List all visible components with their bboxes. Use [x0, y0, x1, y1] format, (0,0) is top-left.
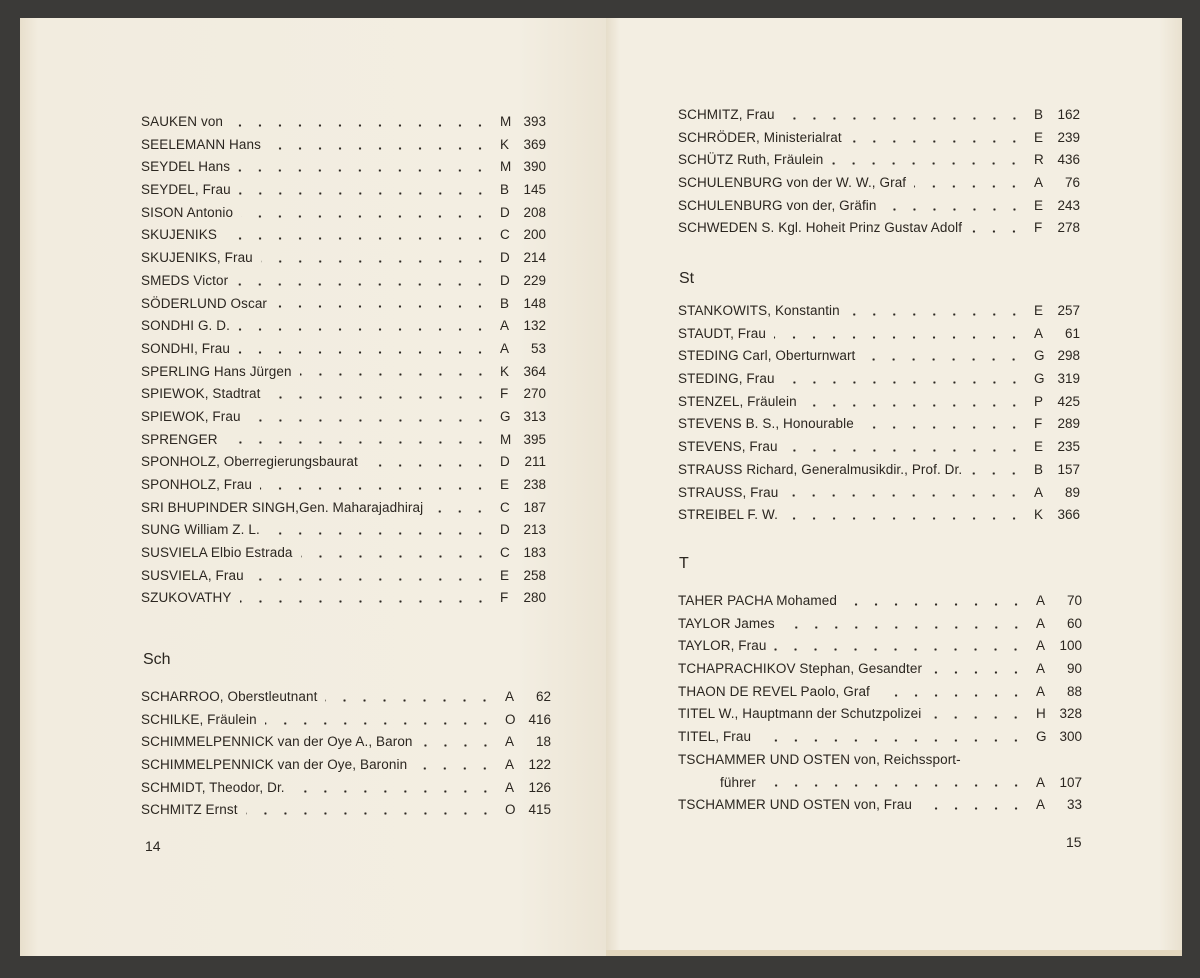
- leader-dots: [269, 396, 491, 399]
- entry-row: [141, 587, 546, 610]
- entry-name: SAUKEN von: [141, 114, 224, 129]
- entry-page: 76: [1064, 175, 1080, 191]
- entry-page: 298: [1057, 348, 1080, 364]
- entry-letter: O: [505, 711, 516, 727]
- entry-name: SCHIMMELPENNICK van der Oye, Baronin: [141, 757, 408, 773]
- entry-page: 145: [523, 182, 546, 198]
- entry-name: SCHMITZ Ernst: [141, 802, 238, 818]
- entry-name: SONDHI, Frau: [141, 340, 230, 356]
- entry-name: SPONHOLZ, Frau: [141, 477, 252, 492]
- entry-page: 243: [1057, 197, 1080, 213]
- entry-name: SEYDEL, Frau: [141, 182, 231, 198]
- entry-name: TCHAPRACHIKOV Stephan, Gesandter: [678, 661, 923, 677]
- leader-dots: [920, 807, 1026, 810]
- entry-letter: A: [505, 779, 515, 795]
- entry-letter: A: [1034, 325, 1044, 341]
- leader-dots: [225, 237, 490, 240]
- leader-dots: [786, 494, 1024, 497]
- entry-letter: G: [1036, 729, 1047, 745]
- entry-name: SCHRÖDER, Ministerialrat: [678, 129, 842, 145]
- entry-page: 300: [1059, 729, 1082, 745]
- entry-letter: A: [1034, 484, 1044, 500]
- entry-row: [678, 323, 1080, 346]
- entry-row: [678, 681, 1082, 704]
- entry-page: 280: [523, 590, 546, 606]
- entry-row: [141, 315, 546, 338]
- leader-dots: [301, 555, 490, 558]
- entry-name: STEDING, Frau: [678, 371, 775, 387]
- entry-page: 18: [535, 734, 551, 750]
- entry-page: 257: [1057, 303, 1080, 318]
- entry-letter: K: [500, 363, 510, 379]
- entry-page: 328: [1059, 706, 1082, 722]
- entry-row: [141, 497, 546, 520]
- entry-row: [678, 368, 1080, 391]
- entry-row: [141, 134, 546, 157]
- entry-letter: O: [505, 802, 516, 818]
- entry-letter: M: [500, 431, 512, 447]
- entry-letter: A: [1036, 797, 1046, 813]
- leader-dots: [238, 351, 490, 354]
- leader-dots: [786, 449, 1024, 452]
- entry-row: [141, 429, 546, 452]
- entry-page: 239: [1057, 129, 1080, 145]
- entry-letter: M: [500, 159, 512, 175]
- entry-letter: A: [1036, 593, 1046, 608]
- entry-letter: A: [505, 757, 515, 773]
- entry-letter: G: [1034, 348, 1045, 364]
- entry-name: TAYLOR, Frau: [678, 638, 767, 654]
- section-heading: St: [679, 270, 695, 287]
- leader-dots: [269, 147, 490, 150]
- entry-letter: E: [1034, 129, 1044, 145]
- entry-letter: A: [1036, 615, 1046, 631]
- entry-page: 88: [1066, 683, 1082, 699]
- section-heading: T: [679, 555, 689, 572]
- entry-page: 229: [523, 272, 546, 288]
- entry-name: SKUJENIKS, Frau: [141, 250, 253, 266]
- entry-page: 395: [523, 431, 546, 447]
- entry-name: SCHMIDT, Theodor, Dr.: [141, 779, 285, 795]
- entry-name: SRI BHUPINDER SINGH,Gen. Maharajadhiraj: [141, 499, 424, 515]
- entry-page: 132: [523, 318, 546, 334]
- entry-page: 235: [1057, 439, 1080, 455]
- leader-dots: [929, 716, 1026, 719]
- entry-letter: D: [500, 522, 510, 538]
- entry-row: [678, 127, 1080, 150]
- entry-name: STEVENS, Frau: [678, 439, 778, 455]
- entry-row: [141, 293, 546, 316]
- leader-dots: [885, 208, 1024, 211]
- entry-name: TSCHAMMER UND OSTEN von, Reichssport-: [678, 751, 961, 767]
- entry-letter: B: [500, 295, 510, 311]
- entry-row: [141, 338, 546, 361]
- section-heading: Sch: [143, 651, 171, 668]
- entry-name: TITEL, Frau: [678, 729, 752, 745]
- entry-page: 270: [523, 386, 546, 402]
- entry-row: [678, 482, 1080, 505]
- leader-dots: [366, 464, 490, 467]
- entry-row: [141, 709, 551, 732]
- entry-letter: F: [1034, 416, 1043, 432]
- entry-row: [141, 179, 546, 202]
- page-number: 15: [1066, 834, 1082, 850]
- entry-page: 393: [523, 114, 546, 129]
- entry-letter: A: [1036, 638, 1046, 654]
- entry-name: SONDHI G. D.: [141, 318, 230, 334]
- entry-row: [141, 247, 546, 270]
- leader-dots: [862, 426, 1024, 429]
- entry-row: [678, 345, 1080, 368]
- entry-name: SMEDS Victor: [141, 272, 229, 288]
- entry-letter: E: [1034, 197, 1044, 213]
- entry-row: [141, 383, 546, 406]
- entry-page: 148: [523, 295, 546, 311]
- entry-letter: F: [500, 590, 509, 606]
- entry-letter: D: [500, 454, 510, 470]
- leader-dots: [783, 626, 1026, 629]
- entry-name: STANKOWITS, Konstantin: [678, 303, 840, 318]
- entry-name: SÖDERLUND Oscar: [141, 295, 268, 311]
- entry-letter: B: [1034, 461, 1044, 477]
- entry-row: [678, 794, 1082, 817]
- entry-letter: A: [500, 340, 510, 356]
- entry-row: [678, 172, 1080, 195]
- entry-name: SCHIMMELPENNICK van der Oye A., Baron: [141, 734, 413, 750]
- entry-row: [678, 459, 1080, 482]
- leader-dots: [783, 117, 1024, 120]
- entry-name: SPONHOLZ, Oberregierungsbaurat: [141, 454, 358, 470]
- leader-dots: [300, 373, 490, 376]
- page-number: 14: [145, 838, 161, 854]
- entry-row: [141, 686, 551, 709]
- entry-page: 183: [523, 545, 546, 561]
- entry-page: 319: [1057, 371, 1080, 387]
- entry-row: [141, 565, 546, 588]
- entry-page: 436: [1057, 152, 1080, 168]
- entry-row: [141, 202, 546, 225]
- entry-row: [141, 799, 551, 822]
- entry-name: STAUDT, Frau: [678, 325, 766, 341]
- entry-letter: K: [500, 136, 510, 152]
- entry-name: STEDING Carl, Oberturnwart: [678, 348, 856, 364]
- entry-name: SCHMITZ, Frau: [678, 107, 775, 122]
- entry-letter: A: [1036, 774, 1046, 790]
- entry-page: 62: [535, 689, 551, 704]
- entry-letter: A: [1036, 661, 1046, 677]
- leader-dots: [848, 313, 1024, 316]
- entry-letter: D: [500, 272, 510, 288]
- leader-dots: [241, 215, 490, 218]
- entry-page: 162: [1057, 107, 1080, 122]
- entry-row: [678, 703, 1082, 726]
- entry-page: 122: [528, 757, 551, 773]
- entry-letter: E: [500, 477, 510, 492]
- entry-row: [678, 391, 1080, 414]
- entry-list: [141, 686, 551, 822]
- leader-dots: [970, 230, 1024, 233]
- entry-letter: A: [505, 689, 515, 704]
- entry-row: [678, 749, 1082, 772]
- entry-letter: E: [1034, 303, 1044, 318]
- entry-name: THAON DE REVEL Paolo, Graf: [678, 683, 870, 699]
- entry-page: 213: [523, 522, 546, 538]
- leader-dots: [261, 260, 490, 263]
- leader-dots: [268, 532, 490, 535]
- entry-letter: A: [500, 318, 510, 334]
- leader-dots: [764, 784, 1026, 787]
- entry-row: [678, 726, 1082, 749]
- leader-dots: [238, 328, 490, 331]
- entry-letter: M: [500, 114, 512, 129]
- entry-page: 238: [523, 477, 546, 492]
- entry-row: [678, 504, 1080, 527]
- entry-letter: C: [500, 545, 510, 561]
- entry-row: [678, 300, 1080, 323]
- entry-row: [678, 104, 1080, 127]
- entry-row: [141, 777, 551, 800]
- leader-dots: [850, 140, 1024, 143]
- leader-dots: [774, 336, 1024, 339]
- entry-page: 258: [523, 567, 546, 583]
- entry-row: [141, 270, 546, 293]
- entry-row: [141, 361, 546, 384]
- entry-row: [678, 149, 1080, 172]
- entry-letter: C: [500, 227, 510, 243]
- leader-dots: [845, 603, 1026, 606]
- entry-page: 425: [1057, 393, 1080, 409]
- entry-page: 390: [523, 159, 546, 175]
- entry-name: SUSVIELA, Frau: [141, 567, 244, 583]
- leader-dots: [246, 812, 495, 815]
- entry-name: STRAUSS, Frau: [678, 484, 779, 500]
- entry-list: [141, 111, 546, 610]
- entry-name: TAYLOR James: [678, 615, 775, 631]
- entry-row: [678, 590, 1082, 613]
- entry-page: 200: [523, 227, 546, 243]
- entry-page: 100: [1059, 638, 1082, 654]
- leader-dots: [238, 169, 490, 172]
- entry-letter: P: [1034, 393, 1044, 409]
- leader-dots: [249, 419, 490, 422]
- entry-name: STREIBEL F. W.: [678, 507, 778, 523]
- entry-row-continuation: [678, 772, 1082, 795]
- entry-name: TITEL W., Hauptmann der Schutzpolizei: [678, 706, 922, 722]
- leader-dots: [786, 517, 1024, 520]
- entry-page: 33: [1066, 797, 1082, 813]
- entry-name: SPIEWOK, Frau: [141, 408, 241, 424]
- entry-name: TAHER PACHA Mohamed: [678, 593, 837, 608]
- entry-letter: A: [1034, 175, 1044, 191]
- leader-dots: [265, 722, 495, 725]
- entry-page: 157: [1057, 461, 1080, 477]
- entry-page: 208: [523, 204, 546, 220]
- entry-row: [678, 413, 1080, 436]
- entry-row: [678, 658, 1082, 681]
- leader-dots: [231, 124, 490, 127]
- entry-page: 53: [530, 340, 546, 356]
- entry-page: 369: [523, 136, 546, 152]
- entry-page: 214: [523, 250, 546, 266]
- leader-dots: [252, 578, 490, 581]
- entry-page: 415: [528, 802, 551, 818]
- entry-letter: G: [1034, 371, 1045, 387]
- entry-row: [141, 754, 551, 777]
- entry-name: SCHARROO, Oberstleutnant: [141, 689, 318, 704]
- leader-dots: [831, 162, 1024, 165]
- entry-row: [141, 542, 546, 565]
- entry-row: [678, 436, 1080, 459]
- entry-list: [678, 104, 1080, 240]
- entry-letter: F: [1034, 220, 1043, 236]
- entry-name: SCHULENBURG von der W. W., Graf: [678, 175, 907, 191]
- entry-name: SCHÜTZ Ruth, Fräulein: [678, 152, 824, 168]
- entry-row: [141, 111, 546, 134]
- entry-page: 364: [523, 363, 546, 379]
- entry-name: STRAUSS Richard, Generalmusikdir., Prof. Dr.: [678, 461, 963, 477]
- entry-letter: R: [1034, 152, 1044, 168]
- leader-dots: [325, 699, 495, 702]
- entry-page: 61: [1064, 325, 1080, 341]
- entry-name: SUSVIELA Elbio Estrada: [141, 545, 293, 561]
- entry-name: SEELEMANN Hans: [141, 136, 261, 152]
- leader-dots: [415, 767, 495, 770]
- entry-page: 278: [1057, 220, 1080, 236]
- entry-name-continuation: führer: [720, 774, 756, 790]
- entry-letter: B: [1034, 107, 1044, 122]
- leader-dots: [293, 790, 495, 793]
- entry-letter: B: [500, 182, 510, 198]
- entry-row: [678, 635, 1082, 658]
- entry-row: [678, 195, 1080, 218]
- leader-dots: [240, 600, 490, 603]
- entry-row: [678, 613, 1082, 636]
- leader-dots: [226, 441, 490, 444]
- entry-name: SPRENGER: [141, 431, 218, 447]
- entry-row: [678, 217, 1080, 240]
- entry-page: 313: [523, 408, 546, 424]
- entry-row: [141, 731, 551, 754]
- leader-dots: [236, 283, 490, 286]
- leader-dots: [260, 487, 490, 490]
- entry-page: 70: [1066, 593, 1082, 608]
- entry-name: SEYDEL Hans: [141, 159, 231, 175]
- entry-page: 366: [1057, 507, 1080, 523]
- entry-letter: A: [1036, 683, 1046, 699]
- entry-row: [141, 519, 546, 542]
- entry-letter: K: [1034, 507, 1044, 523]
- entry-page: 60: [1066, 615, 1082, 631]
- entry-name: TSCHAMMER UND OSTEN von, Frau: [678, 797, 912, 813]
- entry-row: [141, 474, 546, 497]
- entry-page: 90: [1066, 661, 1082, 677]
- entry-name: SZUKOVATHY: [141, 590, 232, 606]
- entry-page: 187: [523, 499, 546, 515]
- entry-row: [141, 156, 546, 179]
- leader-dots: [759, 739, 1026, 742]
- entry-row: [141, 224, 546, 247]
- entry-name: SCHILKE, Fräulein: [141, 711, 257, 727]
- entry-name: STEVENS B. S., Honourable: [678, 416, 854, 432]
- entry-name: SKUJENIKS: [141, 227, 217, 243]
- entry-page: 107: [1059, 774, 1082, 790]
- leader-dots: [774, 648, 1026, 651]
- entry-letter: A: [505, 734, 515, 750]
- entry-page: 289: [1057, 416, 1080, 432]
- entry-name: STENZEL, Fräulein: [678, 393, 797, 409]
- entry-list: [678, 590, 1082, 817]
- entry-list: [678, 300, 1080, 527]
- leader-dots: [863, 358, 1024, 361]
- leader-dots: [275, 305, 490, 308]
- leader-dots: [878, 694, 1026, 697]
- entry-letter: E: [1034, 439, 1044, 455]
- leader-dots: [805, 404, 1024, 407]
- entry-letter: H: [1036, 706, 1046, 722]
- entry-page: 89: [1064, 484, 1080, 500]
- entry-name: SUNG William Z. L.: [141, 522, 260, 538]
- leader-dots: [431, 510, 490, 513]
- leader-dots: [421, 744, 495, 747]
- leader-dots: [783, 381, 1024, 384]
- entry-letter: F: [500, 386, 509, 402]
- entry-page: 416: [528, 711, 551, 727]
- entry-letter: E: [500, 567, 510, 583]
- entry-page: 211: [524, 454, 546, 470]
- entry-name: SCHWEDEN S. Kgl. Hoheit Prinz Gustav Adolf: [678, 220, 963, 236]
- entry-row: [141, 406, 546, 429]
- entry-row: [141, 451, 546, 474]
- entry-name: SISON Antonio: [141, 204, 234, 220]
- entry-letter: D: [500, 250, 510, 266]
- entry-name: SPERLING Hans Jürgen: [141, 363, 292, 379]
- leader-dots: [914, 185, 1024, 188]
- entry-letter: C: [500, 499, 510, 515]
- entry-letter: D: [500, 204, 510, 220]
- entry-letter: G: [500, 408, 511, 424]
- entry-page: 126: [528, 779, 551, 795]
- leader-dots: [239, 192, 490, 195]
- leader-dots: [970, 472, 1024, 475]
- entry-name: SPIEWOK, Stadtrat: [141, 386, 261, 402]
- entry-name: SCHULENBURG von der, Gräfin: [678, 197, 877, 213]
- leader-dots: [930, 671, 1026, 674]
